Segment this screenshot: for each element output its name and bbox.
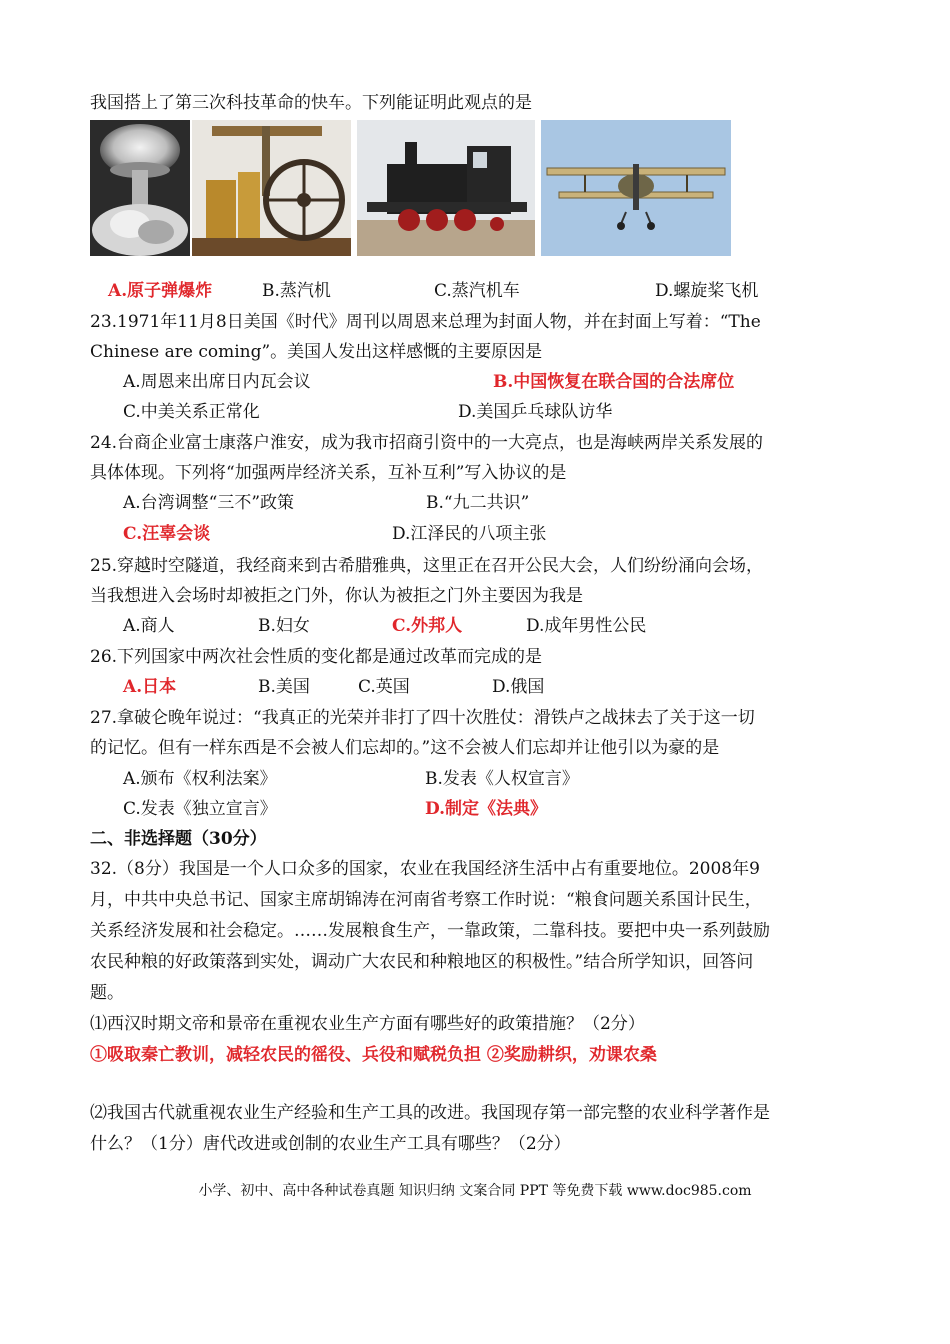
q26-option-d: D.俄国: [492, 677, 545, 697]
q32-sub-question-1: ⑴西汉时期文帝和景帝在重视农业生产方面有哪些好的政策措施？（2分）: [90, 1014, 645, 1034]
q27-option-b: B.发表《人权宣言》: [425, 769, 579, 789]
q25-line-1: 25.穿越时空隧道，我经商来到古希腊雅典，这里正在召开公民大会，人们纷纷涌向会场，: [90, 556, 764, 576]
q25-option-b: B.妇女: [258, 616, 310, 636]
atomic-bomb-photo: [90, 120, 190, 256]
page-footer: 小学、初中、高中各种试卷真题 知识归纳 文案合同 PPT 等免费下载 www.doc985.com: [198, 1183, 752, 1199]
q27-option-a: A.颁布《权利法案》: [123, 769, 277, 789]
q32-line-5: 题。: [90, 983, 124, 1003]
q23-option-d: D.美国乒乓球队访华: [458, 402, 613, 422]
q26-option-a: A.日本: [123, 677, 177, 697]
q23-line-2: Chinese are coming”。美国人发出这样感慨的主要原因是: [90, 342, 543, 362]
q32-line-2: 月，中共中央总书记、国家主席胡锦涛在河南省考察工作时说：“粮食问题关系国计民生，: [90, 890, 762, 910]
q22-option-a: A.原子弹爆炸: [108, 281, 213, 301]
q27-line-2: 的记忆。但有一样东西是不会被人们忘却的。”这不会被人们忘却并让他引以为豪的是: [90, 738, 720, 758]
q24-line-2: 具体体现。下列将“加强两岸经济关系，互补互利”写入协议的是: [90, 463, 567, 483]
q24-option-a: A.台湾调整“三不”政策: [123, 493, 295, 513]
q25-option-a: A.商人: [123, 616, 175, 636]
q32-answer-1: ①吸取秦亡教训，减轻农民的徭役、兵役和赋税负担 ②奖励耕织，劝课农桑: [90, 1045, 657, 1065]
q27-option-c: C.发表《独立宣言》: [123, 799, 277, 819]
q27-line-1: 27.拿破仑晚年说过：“我真正的光荣并非打了四十次胜仗：滑铁卢之战抹去了关于这一切: [90, 708, 755, 728]
q27-option-d: D.制定《法典》: [425, 799, 548, 819]
q22-option-d: D.螺旋桨飞机: [655, 281, 759, 301]
q25-option-d: D.成年男性公民: [526, 616, 647, 636]
q23-option-c: C.中美关系正常化: [123, 402, 260, 422]
q22-stem: 我国搭上了第三次科技革命的快车。下列能证明此观点的是: [90, 93, 532, 113]
q24-option-d: D.江泽民的八项主张: [392, 524, 547, 544]
q26-option-b: B.美国: [258, 677, 310, 697]
q24-line-1: 24.台商企业富士康落户淮安，成为我市招商引资中的一大亮点，也是海峡两岸关系发展的: [90, 433, 764, 453]
q23-option-a: A.周恩来出席日内瓦会议: [123, 372, 311, 392]
q32-line-3: 关系经济发展和社会稳定。……发展粮食生产，一靠政策，二靠科技。要把中央一系列鼓励: [90, 921, 770, 941]
q23-option-b: B.中国恢复在联合国的合法席位: [493, 372, 735, 392]
q25-line-2: 当我想进入会场时却被拒之门外，你认为被拒之门外主要因为我是: [90, 586, 583, 606]
q22-option-c: C.蒸汽机车: [434, 281, 520, 301]
q32-sub-question-2-line-2: 什么？（1分）唐代改进或创制的农业生产工具有哪些？（2分）: [90, 1134, 571, 1154]
section-2-title: 二、非选择题（30分）: [90, 829, 267, 849]
steam-locomotive-photo: [357, 120, 535, 256]
q32-line-1: 32.（8分）我国是一个人口众多的国家，农业在我国经济生活中占有重要地位。2008年9: [90, 859, 760, 879]
q23-line-1: 23.1971年11月8日美国《时代》周刊以周恩来总理为封面人物，并在封面上写着：“The: [90, 312, 761, 332]
q32-sub-question-2-line-1: ⑵我国古代就重视农业生产经验和生产工具的改进。我国现存第一部完整的农业科学著作是: [90, 1103, 770, 1123]
q32-line-4: 农民种粮的好政策落到实处，调动广大农民和种粮地区的积极性。”结合所学知识，回答问: [90, 952, 754, 972]
q22-option-b: B.蒸汽机: [262, 281, 331, 301]
q26-line-1: 26.下列国家中两次社会性质的变化都是通过改革而完成的是: [90, 647, 543, 667]
biplane-photo: [541, 120, 731, 256]
q24-option-c: C.汪辜会谈: [123, 524, 211, 544]
q25-option-c: C.外邦人: [392, 616, 463, 636]
steam-engine-photo: [192, 120, 351, 256]
q26-option-c: C.英国: [358, 677, 410, 697]
q24-option-b: B.“九二共识”: [426, 493, 530, 513]
